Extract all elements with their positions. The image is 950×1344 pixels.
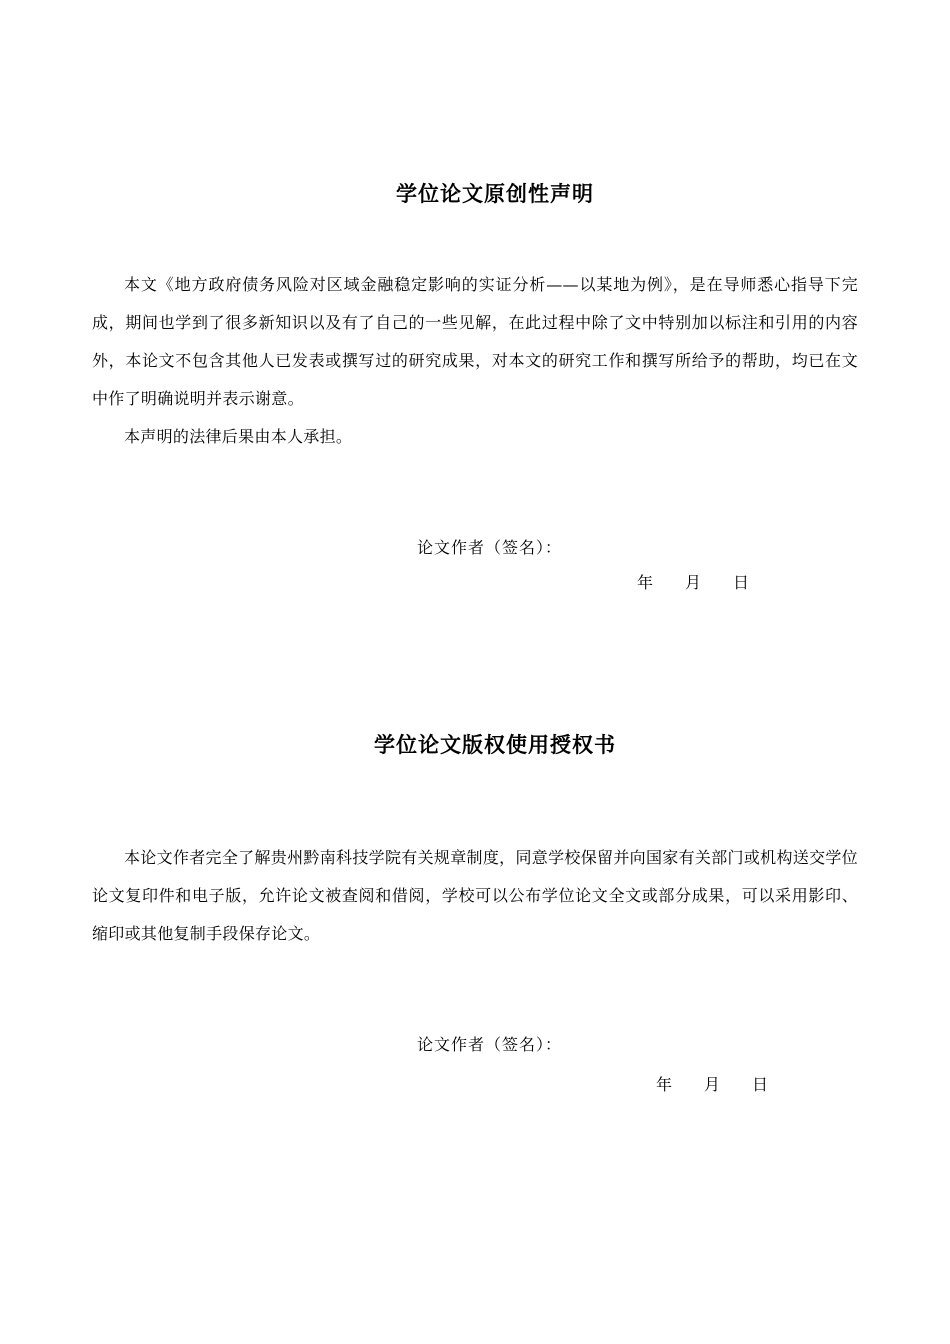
date-year-label: 年 <box>656 1075 673 1094</box>
originality-paragraph: 本声明的法律后果由本人承担。 <box>124 427 353 446</box>
date-month-label: 月 <box>685 573 702 592</box>
date-month-label: 月 <box>704 1075 721 1094</box>
originality-signature-label: 论文作者（签名）： <box>417 538 563 557</box>
originality-title: 学位论文原创性声明 <box>396 182 594 206</box>
originality-date-line <box>637 572 749 594</box>
originality-body <box>92 266 858 456</box>
copyright-title: 学位论文版权使用授权书 <box>374 733 616 757</box>
copyright-signature-label: 论文作者（签名）： <box>417 1035 563 1054</box>
date-day-label: 日 <box>752 1075 769 1094</box>
copyright-date-line <box>656 1074 768 1096</box>
date-day-label: 日 <box>733 573 750 592</box>
date-year-label: 年 <box>637 573 654 592</box>
originality-paragraph: 本文《地方政府债务风险对区域金融稳定影响的实证分析——以某地为例》，是在导师悉心指导下完成，期间也学到了很多新知识以及有了自己的一些见解，在此过程中除了文中特别加以标注和引用的内容外，本论文不包含其他人已发表或撰写过的研究成果，对本文的研究工作和撰写所给予的帮助，均已在文中作了明确说明并表示谢意。 <box>92 275 858 408</box>
copyright-body <box>92 839 858 953</box>
copyright-paragraph: 本论文作者完全了解贵州黔南科技学院有关规章制度，同意学校保留并向国家有关部门或机构送交学位论文复印件和电子版，允许论文被查阅和借阅，学校可以公布学位论文全文或部分成果，可以采用影印、缩印或其他复制手段保存论文。 <box>92 848 858 943</box>
